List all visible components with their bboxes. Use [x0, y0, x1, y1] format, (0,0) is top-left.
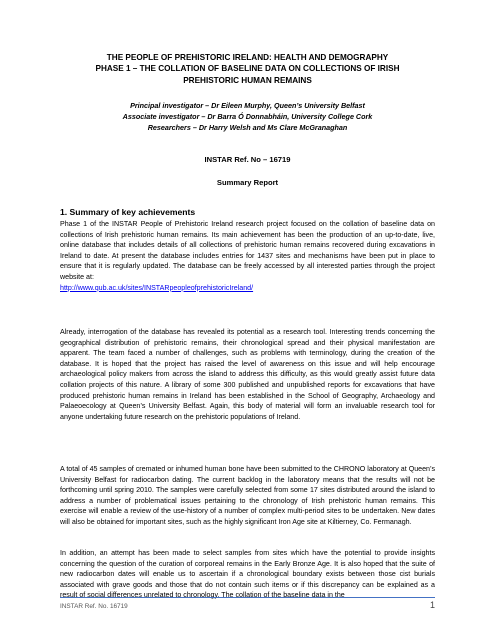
- reference-number: INSTAR Ref. No – 16719: [204, 155, 291, 164]
- section-heading: 1. Summary of key achievements: [60, 207, 196, 217]
- associate-investigator: Associate investigator – Dr Barra Ó Donnabháin, University College Cork: [122, 112, 373, 122]
- paragraph-4: In addition, an attempt has been made to select samples from sites which have the potential to provide insights concerning the question of the curation of corporeal remains in the Early Bronze Age. It is also hoped that the suite of new radiocarbon dates will enable us to ascertain if a chronological boundary exists between those cist burials associated with grave goods and those that do not contain such items or if this discrepancy can be explained as a result of social differences unrelated to chronology. The collation of the baseline data in the: [60, 549, 435, 600]
- researchers: Researchers – Dr Harry Welsh and Ms Clare McGranaghan: [147, 123, 348, 133]
- paragraph-2: Already, interrogation of the database has revealed its potential as a research tool. Interesting trends concerning the geographical distribution of prehistoric remains, their chronological spread and their physical manifestation are apparent. The team faced a number of challenges, such as problems with terminology, during the creation of the database. It is hoped that the project has raised the level of awareness on this issue and will help encourage archaeological policy makers from across the island to address this difficulty, as this would greatly assist future data collation projects of this nature. A library of some 300 published and unpublished reports for excavations that have produced prehistoric human remains in Ireland has been established in the School of Geography, Archaeology and Palaeoecology at Queen’s University Belfast. Again, this body of material will form an invaluable research tool for anyone undertaking future research on the prehistoric populations of Ireland.: [60, 328, 435, 421]
- title-line-3: PREHISTORIC HUMAN REMAINS: [183, 75, 312, 85]
- report-type: Summary Report: [216, 178, 279, 187]
- footer-divider: [60, 597, 435, 598]
- paragraph-1-text: Phase 1 of the INSTAR People of Prehistoric Ireland research project focused on the collation of baseline data on collections of Irish prehistoric human remains. Its main achievement has been the production of an up-to-date, live, online database that includes details of all collections of prehistoric human remains recovered during excavations in Ireland to date. At present the database includes entries for 1437 sites and mechanisms have been put in place to ensure that it is regularly updated. The database can be freely accessed by all interested parties through the project website at:: [60, 220, 435, 281]
- title-line-2: PHASE 1 – THE COLLATION OF BASELINE DATA ON COLLECTIONS OF IRISH: [95, 64, 400, 74]
- principal-investigator: Principal investigator – Dr Eileen Murphy, Queen’s University Belfast: [130, 101, 365, 110]
- title-line-1: THE PEOPLE OF PREHISTORIC IRELAND: HEALTH AND DEMOGRAPHY: [106, 53, 389, 62]
- investigators-block: [60, 100, 435, 134]
- footer-reference: INSTAR Ref. No. 16719: [60, 603, 128, 610]
- paragraph-3: A total of 45 samples of cremated or inhumed human bone have been submitted to the CHRONO laboratory at Queen’s University Belfast for radiocarbon dating. The current backlog in the laboratory means that the results will not be forthcoming until spring 2010. The samples were carefully selected from some 17 sites distributed around the island to address a number of problematical issues pertaining to the chronology of Irish prehistoric human remains. This exercise will enable a review of the use-history of a number of complex multi-period sites to be undertaken. New dates will also be obtained for important sites, such as the highly significant Iron Age site at Kiltierney, Co. Fermanagh.: [60, 465, 435, 526]
- project-website-link[interactable]: http://www.qub.ac.uk/sites/INSTARpeopleofprehistoricIreland/: [60, 283, 254, 292]
- paragraph-1: [60, 219, 435, 293]
- document-title: [60, 52, 435, 86]
- page-number: 1: [429, 600, 435, 610]
